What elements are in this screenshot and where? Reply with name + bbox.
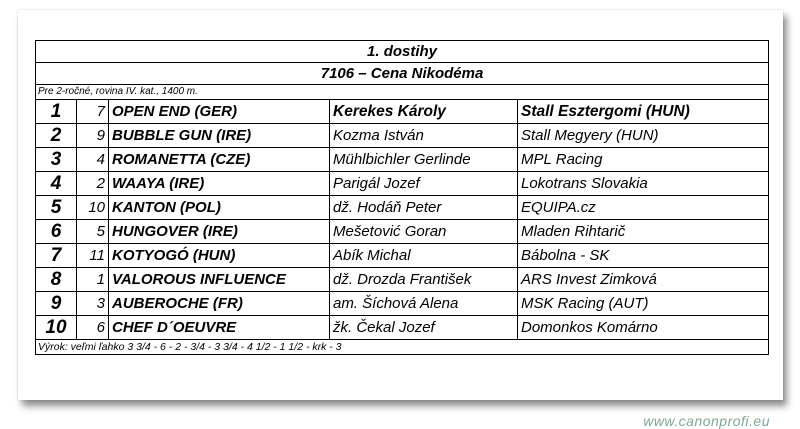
cell-horse: WAAYA (IRE) [109, 172, 330, 196]
table-row [36, 220, 769, 244]
cell-horse: AUBEROCHE (FR) [109, 292, 330, 316]
results-card [18, 10, 783, 429]
cell-horse: CHEF D´OEUVRE [109, 316, 330, 340]
cell-pos: 6 [36, 220, 77, 244]
cell-pos: 9 [36, 292, 77, 316]
cell-num: 9 [77, 124, 109, 148]
cell-num: 4 [77, 148, 109, 172]
cell-jockey: dž. Hodáň Peter [330, 196, 518, 220]
cell-num: 11 [77, 244, 109, 268]
cell-num: 10 [77, 196, 109, 220]
table-row [36, 124, 769, 148]
race-title: 1. dostihy [36, 41, 769, 63]
cell-pos: 3 [36, 148, 77, 172]
cell-pos: 8 [36, 268, 77, 292]
cell-owner: Mladen Rihtarič [518, 220, 769, 244]
cell-owner: Stall Esztergomi (HUN) [518, 100, 769, 124]
table-row [36, 292, 769, 316]
cell-jockey: Mühlbichler Gerlinde [330, 148, 518, 172]
cell-horse: KOTYOGÓ (HUN) [109, 244, 330, 268]
cell-jockey: Kozma István [330, 124, 518, 148]
cell-owner: Domonkos Komárno [518, 316, 769, 340]
cell-owner: EQUIPA.cz [518, 196, 769, 220]
cell-pos: 2 [36, 124, 77, 148]
cell-jockey: Parigál Jozef [330, 172, 518, 196]
cell-horse: VALOROUS INFLUENCE [109, 268, 330, 292]
race-verdict: Výrok: veľmi ľahko 3 3/4 - 6 - 2 - 3/4 - 3 3/4 - 4 1/2 - 1 1/2 - krk - 3 [36, 340, 769, 355]
cell-horse: OPEN END (GER) [109, 100, 330, 124]
cell-num: 1 [77, 268, 109, 292]
cell-horse: HUNGOVER (IRE) [109, 220, 330, 244]
race-results-table [35, 40, 769, 355]
cell-owner: Bábolna - SK [518, 244, 769, 268]
cell-jockey: dž. Drozda František [330, 268, 518, 292]
table-row [36, 100, 769, 124]
cell-pos: 10 [36, 316, 77, 340]
verdict-row [36, 340, 769, 355]
cell-jockey: Abík Michal [330, 244, 518, 268]
table-row [36, 268, 769, 292]
table-row [36, 148, 769, 172]
cell-num: 7 [77, 100, 109, 124]
cell-owner: MPL Racing [518, 148, 769, 172]
subtitle-row [36, 63, 769, 85]
cell-horse: BUBBLE GUN (IRE) [109, 124, 330, 148]
cell-jockey: žk. Čekal Jozef [330, 316, 518, 340]
cell-owner: Lokotrans Slovakia [518, 172, 769, 196]
cell-owner: ARS Invest Zimková [518, 268, 769, 292]
race-name: 7106 – Cena Nikodéma [36, 63, 769, 85]
cell-owner: MSK Racing (AUT) [518, 292, 769, 316]
cell-jockey: Kerekes Károly [330, 100, 518, 124]
cell-pos: 5 [36, 196, 77, 220]
cell-horse: KANTON (POL) [109, 196, 330, 220]
cell-pos: 1 [36, 100, 77, 124]
cell-horse: ROMANETTA (CZE) [109, 148, 330, 172]
cell-num: 5 [77, 220, 109, 244]
cell-pos: 4 [36, 172, 77, 196]
cell-num: 3 [77, 292, 109, 316]
table-row [36, 196, 769, 220]
watermark: www.canonprofi.eu [643, 413, 770, 429]
table-row [36, 316, 769, 340]
cell-num: 6 [77, 316, 109, 340]
cell-owner: Stall Megyery (HUN) [518, 124, 769, 148]
cell-num: 2 [77, 172, 109, 196]
conditions-row [36, 85, 769, 100]
title-row [36, 41, 769, 63]
cell-jockey: Mešetović Goran [330, 220, 518, 244]
cell-pos: 7 [36, 244, 77, 268]
race-conditions: Pre 2-ročné, rovina IV. kat., 1400 m. [36, 85, 769, 100]
table-row [36, 172, 769, 196]
cell-jockey: am. Šíchová Alena [330, 292, 518, 316]
results-body [36, 41, 769, 355]
table-row [36, 244, 769, 268]
